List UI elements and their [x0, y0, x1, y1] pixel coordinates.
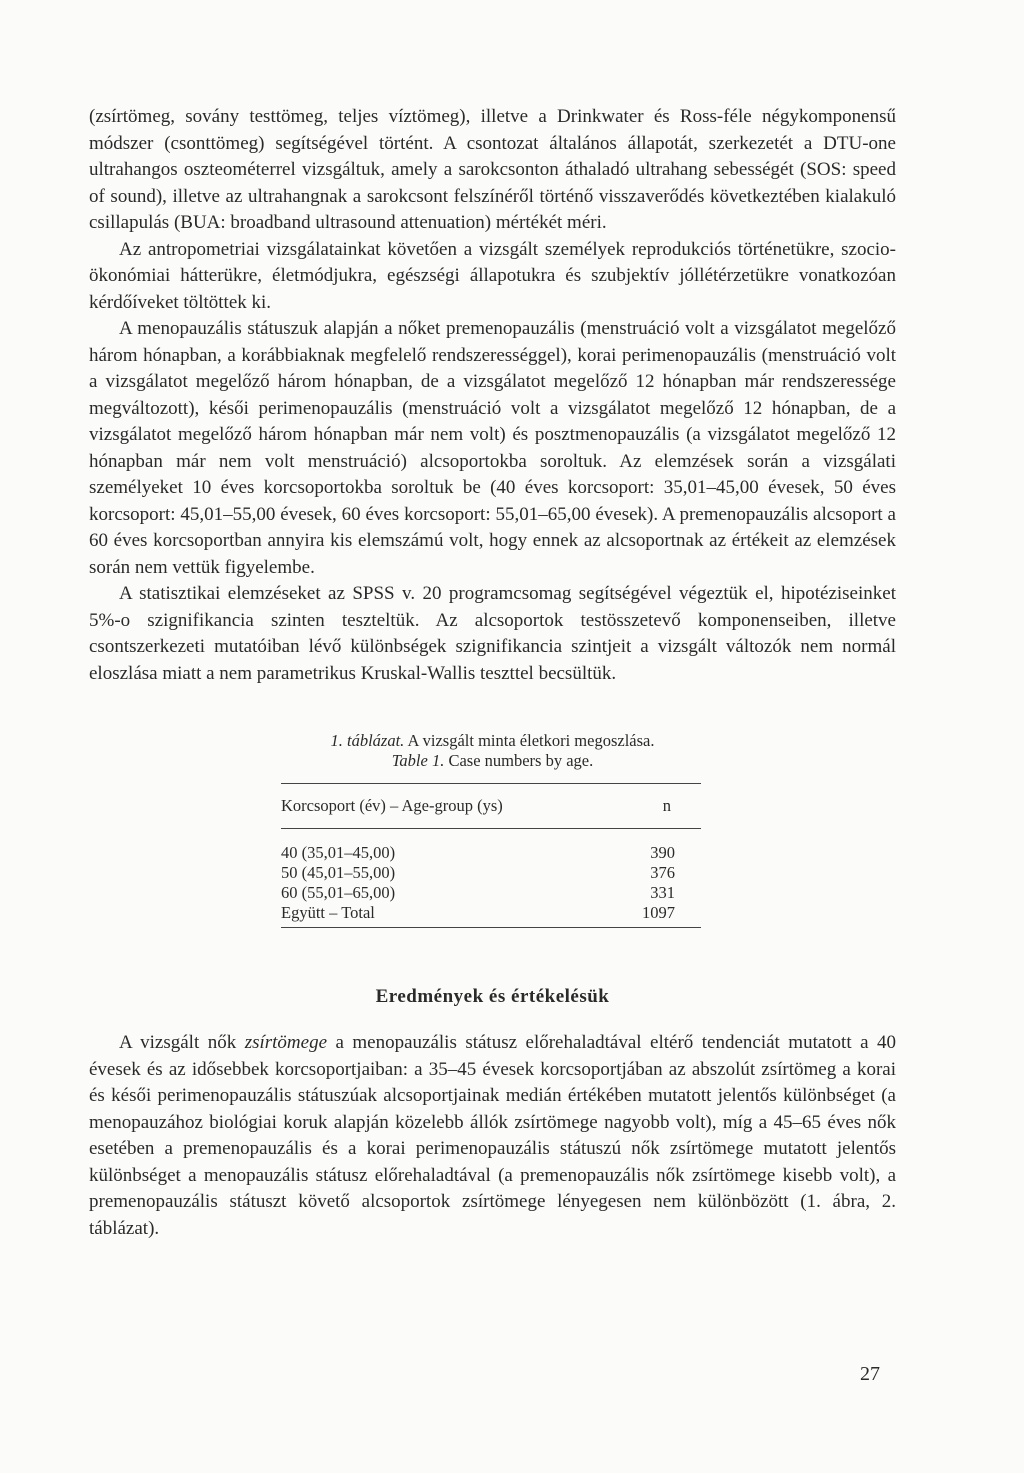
table-caption-hu-label: 1. táblázat.	[330, 731, 405, 750]
cell-age-group: Együtt – Total	[281, 903, 613, 928]
table-row	[281, 863, 701, 883]
results-text-start: A vizsgált nők	[119, 1032, 245, 1053]
section-heading: Eredmények és értékelésük	[375, 986, 610, 1007]
table-row	[281, 829, 701, 864]
cell-age-group: 50 (45,01–55,00)	[281, 863, 396, 882]
cell-n: 390	[650, 843, 675, 862]
results-italic-term: zsírtömege	[244, 1032, 328, 1053]
cell-n: 1097	[613, 903, 701, 928]
table-caption	[89, 731, 896, 771]
results-text-rest: a menopauzális státusz előrehaladtával eltérő tendenciát mutatott a 40 évesek és az idősebbek korcsoportjaiban: a 35–45 évesek korcsoportjában az abszolút zsírtömeg a korai és késői perimenopauzális státuszúak alcsoportjainak medián értékében mutatott jelentős különbséget (a menopauzához biológiai koruk alapján közelebb állók zsírtömege nagyobb volt), míg a 45–65 éves nők esetében a premenopauzális és a korai perimenopauzális státuszú nők zsírtömege mutatott jelentős különbséget a menopauzális státusz előrehaladtával (a premenopauzális nők zsírtömege kisebb volt), a premenopauzális státuszt követő alcsoportok zsírtömege lényegesen nem különbözött (1. ábra, 2. táblázat).	[89, 1032, 896, 1239]
table-row	[281, 903, 701, 928]
cell-age-group: 40 (35,01–45,00)	[281, 843, 396, 862]
paragraph-methods-3: A menopauzális státuszuk alapján a nőket premenopauzális (menstruáció volt a vizsgálatot megelőző három hónapban, a korábbiaknak megfelelő rendszerességgel), korai perimenopauzális (menstruáció volt a vizsgálatot megelőző három hónapban, de a vizsgálatot megelőző 12 hónapban már rendszeressége megváltozott), késői perimenopauzális (menstruáció volt a vizsgálatot megelőző 12 hónapban, de a vizsgálatot megelőző három hónapban már nem volt) és posztmenopauzális (a vizsgálatot megelőző 12 hónapban már nem volt menstruáció) alcsoportokba soroltuk. Az elemzések során a vizsgálati személyeket 10 éves korcsoportokba soroltuk be (40 éves korcsoport: 35,01–45,00 évesek, 50 éves korcsoport: 45,01–55,00 évesek, 60 éves korcsoport: 55,01–65,00 évesek). A premenopauzális alcsoport a 60 éves korcsoportban annyira kis elemszámú volt, hogy ennek az alcsoportnak az értékeit az elemzések során nem vettük figyelembe.	[89, 318, 896, 578]
page-number: 27	[860, 1363, 880, 1385]
table-row	[281, 883, 701, 903]
paragraph-methods-1: (zsírtömeg, sovány testtömeg, teljes víztömeg), illetve a Drinkwater és Ross-féle négykomponensű módszer (csonttömeg) segítségével történt. A csontozat általános állapotát, szerkezetét a DTU-one ultrahangos oszteométerrel vizsgáltuk, amely a sarokcsonton áthaladó ultrahang sebességét (SOS: speed of sound), illetve az ultrahangnak a sarokcsont felszínéről történő visszaverődés következtében kialakuló csillapulás (BUA: broadband ultrasound attenuation) mértékét méri.	[89, 106, 896, 233]
table-caption-en	[89, 751, 896, 771]
paragraph-methods-4: A statisztikai elemzéseket az SPSS v. 20 programcsomag segítségével végeztük el, hipotéziseinket 5%-o szignifikancia szinten teszteltük. Az alcsoportok testösszetevő komponenseiben, illetve csontszerkezeti mutatóiban lévő különbségek szignifikancia szintjeit a vizsgált változók nem normál eloszlása miatt a nem parametrikus Kruskal-Wallis teszttel becsültük.	[89, 583, 896, 684]
age-distribution-table	[281, 783, 701, 928]
paragraph-methods-2: Az antropometriai vizsgálatainkat követően a vizsgált személyek reprodukciós történetükre, szocio-ökonómiai hátterükre, életmódjukra, egészségi állapotukra és szubjektív jóllétérzetükre vonatkozóan kérdőíveket töltöttek ki.	[89, 238, 896, 313]
cell-age-group: 60 (55,01–65,00)	[281, 883, 396, 902]
paragraph-results-1	[89, 1030, 896, 1242]
table-caption-hu-text: A vizsgált minta életkori megoszlása.	[404, 731, 655, 750]
page-body	[89, 104, 896, 1242]
table-header-row	[281, 784, 701, 829]
header-n: n	[613, 784, 701, 829]
header-age-group: Korcsoport (év) – Age-group (ys)	[281, 784, 613, 829]
table-caption-en-text: Case numbers by age.	[444, 751, 594, 770]
cell-n: 331	[650, 883, 675, 902]
table-caption-hu	[89, 731, 896, 751]
cell-n: 376	[650, 863, 675, 882]
table-caption-en-label: Table 1.	[391, 751, 445, 770]
